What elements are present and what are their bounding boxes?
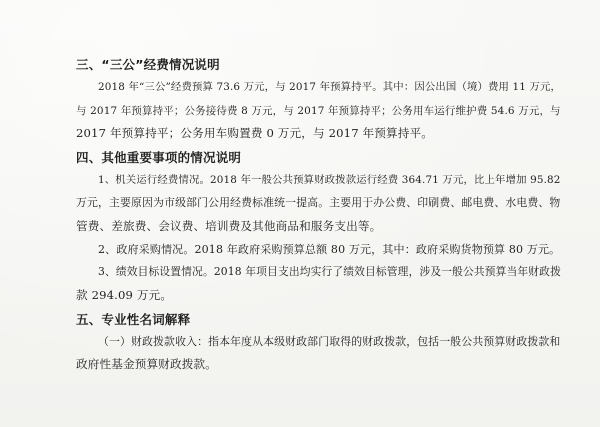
section-4-item-2-line-1: 2、政府采购情况。2018 年政府采购预算总额 80 万元，其中：政府采购货物预算 80 万元。 xyxy=(98,243,561,256)
section-5-item-1-line-1: （一）财政拨款收入：指本年度从本级财政部门取得的财政拨款，包括一般公共预算财政拨款和 xyxy=(98,335,561,348)
section-5-heading: 五、专业性名词解释 xyxy=(76,312,191,327)
section-4-item-3-line-1: 3、绩效目标设置情况。2018 年项目支出均实行了绩效目标管理，涉及一般公共预算当年财政拨 xyxy=(98,265,561,278)
section-4-item-1-line-2: 万元，主要原因为市级部门公用经费标准统一提高。主要用于办公费、印刷费、邮电费、水电费、物 xyxy=(76,196,561,209)
section-4-item-3-line-2: 款 294.09 万元。 xyxy=(76,288,173,302)
section-3-line-3: 2017 年预算持平；公务用车购置费 0 万元，与 2017 年预算持平。 xyxy=(76,126,434,140)
section-4-heading: 四、其他重要事项的情况说明 xyxy=(76,150,242,165)
section-5-item-1-line-2: 政府性基金预算财政拨款。 xyxy=(76,357,217,371)
section-3-line-1: 2018 年“三公”经费预算 73.6 万元，与 2017 年预算持平。其中：因公出国（境）费用 11 万元， xyxy=(98,81,562,93)
section-4-item-1-line-1: 1、机关运行经费情况。2018 年一般公共预算财政拨款运行经费 364.71 万元，比上年增加 95.82 xyxy=(98,174,561,186)
section-3-line-2: 与 2017 年预算持平；公务接待费 8 万元，与 2017 年预算持平；公务用车运行维护费 54.6 万元，与 xyxy=(76,105,561,117)
section-3-heading: 三、“三公”经费情况说明 xyxy=(76,57,220,72)
section-4-item-1-line-3: 管费、差旅费、会议费、培训费及其他商品和服务支出等。 xyxy=(76,219,382,233)
